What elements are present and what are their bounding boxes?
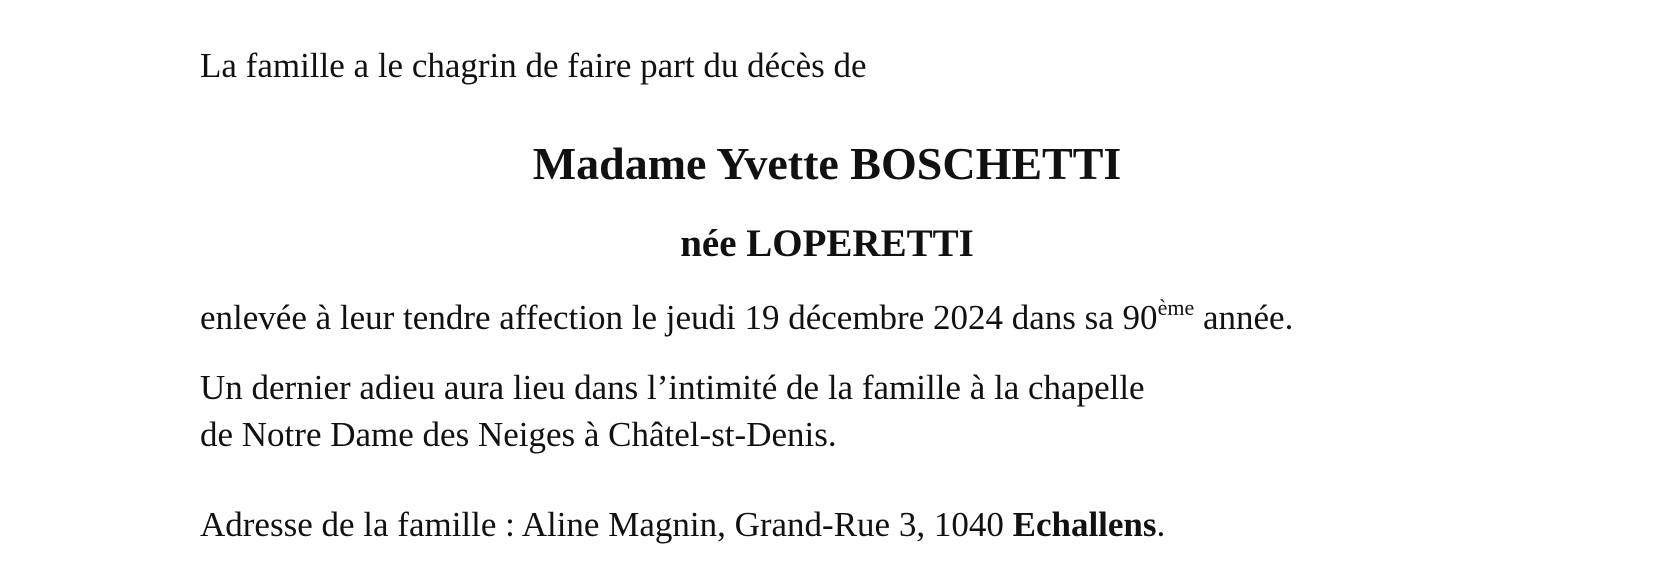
deceased-name: Madame Yvette BOSCHETTI [532,138,1122,189]
ceremony-line-2: de Notre Dame des Neiges à Châtel-st-Denis. [200,415,837,454]
address-prefix: Adresse de la famille : Aline Magnin, Grand-Rue 3, 1040 [200,505,1013,544]
maiden-name: née LOPERETTI [680,222,974,265]
intro-text: La famille a le chagrin de faire part du décès de [200,46,867,85]
family-address [200,505,1165,545]
death-text-end: année. [1194,298,1294,337]
ordinal-suffix: ème [1157,295,1195,320]
ceremony-line-1: Un dernier adieu aura lieu dans l’intimité de la famille à la chapelle [200,368,1145,407]
death-announcement [200,295,1294,338]
address-city: Echallens [1012,505,1157,544]
death-text: enlevée à leur tendre affection le jeudi 19 décembre 2024 dans sa 90 [200,298,1158,337]
address-end: . [1156,505,1166,544]
